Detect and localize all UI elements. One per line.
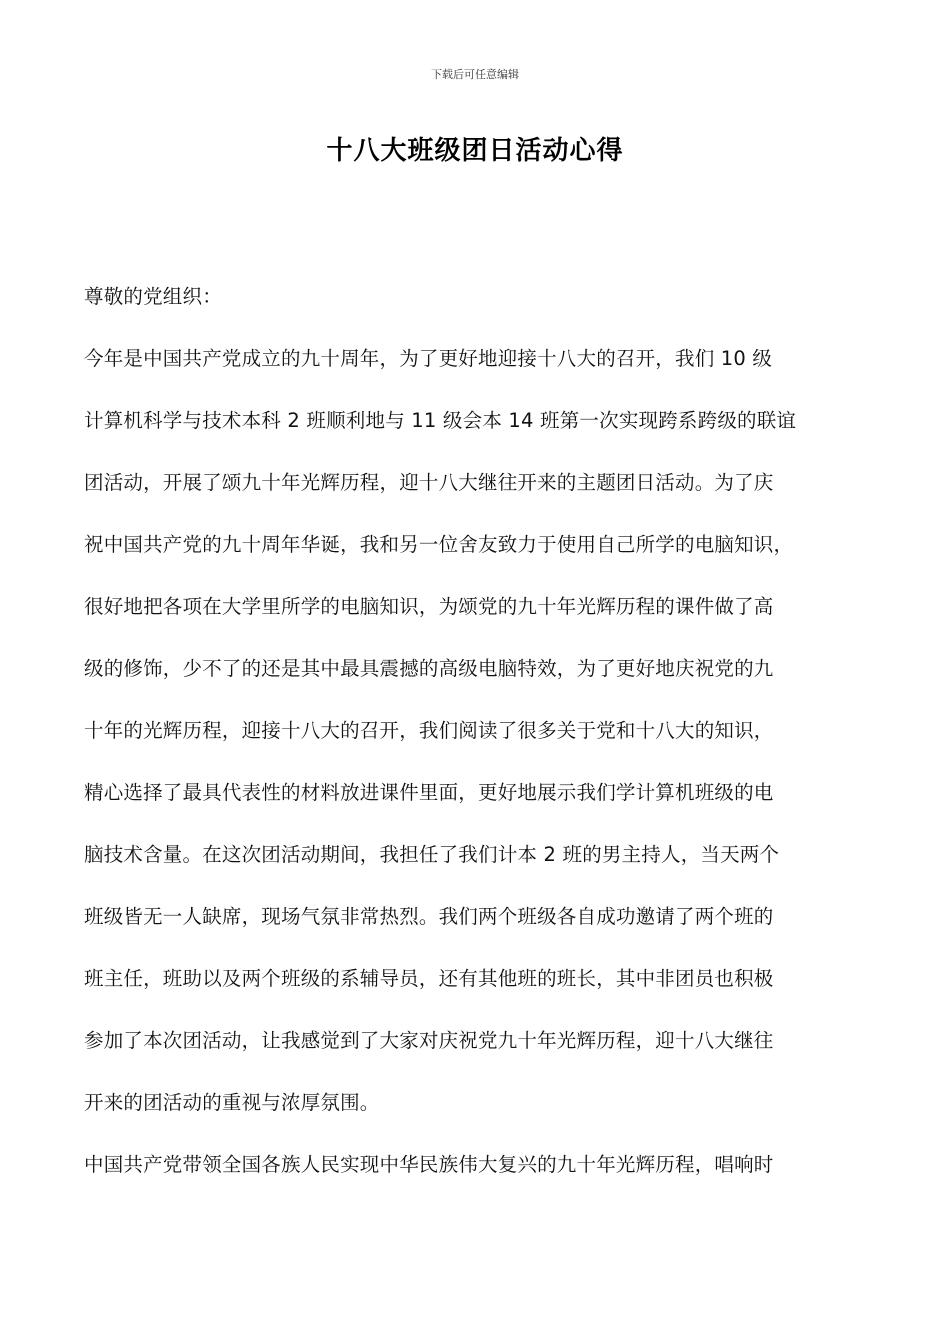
body-line: 脑技术含量。在这次团活动期间，我担任了我们计本 2 班的男主持人，当天两个 xyxy=(84,843,780,866)
body-line: 班主任，班助以及两个班级的系辅导员，还有其他班的班长，其中非团员也积极 xyxy=(84,967,774,990)
body-line: 团活动，开展了颂九十年光辉历程，迎十八大继往开来的主题团日活动。为了庆 xyxy=(84,471,774,494)
body-line: 班级皆无一人缺席，现场气氛非常热烈。我们两个班级各自成功邀请了两个班的 xyxy=(84,905,774,928)
document-title: 十八大班级团日活动心得 xyxy=(326,136,624,166)
body-line: 中国共产党带领全国各族人民实现中华民族伟大复兴的九十年光辉历程，唱响时 xyxy=(84,1153,774,1176)
body-line: 参加了本次团活动，让我感觉到了大家对庆祝党九十年光辉历程，迎十八大继往 xyxy=(84,1029,774,1052)
body-line: 开来的团活动的重视与浓厚氛围。 xyxy=(84,1091,380,1114)
body-line: 计算机科学与技术本科 2 班顺利地与 11 级会本 14 班第一次实现跨系跨级的联谊 xyxy=(84,409,797,432)
body-line: 很好地把各项在大学里所学的电脑知识，为颂党的九十年光辉历程的课件做了高 xyxy=(84,595,774,618)
document-body xyxy=(84,279,894,1209)
body-line: 祝中国共产党的九十周年华诞，我和另一位舍友致力于使用自己所学的电脑知识， xyxy=(84,533,794,556)
header-note: 下载后可任意编辑 xyxy=(431,68,519,81)
body-line: 级的修饰，少不了的还是其中最具震撼的高级电脑特效，为了更好地庆祝党的九 xyxy=(84,657,774,680)
body-line: 精心选择了最具代表性的材料放进课件里面，更好地展示我们学计算机班级的电 xyxy=(84,781,774,804)
body-line: 今年是中国共产党成立的九十周年，为了更好地迎接十八大的召开，我们 10 级 xyxy=(84,347,773,370)
body-line: 十年的光辉历程，迎接十八大的召开，我们阅读了很多关于党和十八大的知识， xyxy=(84,719,774,742)
salutation: 尊敬的党组织： xyxy=(84,285,222,308)
